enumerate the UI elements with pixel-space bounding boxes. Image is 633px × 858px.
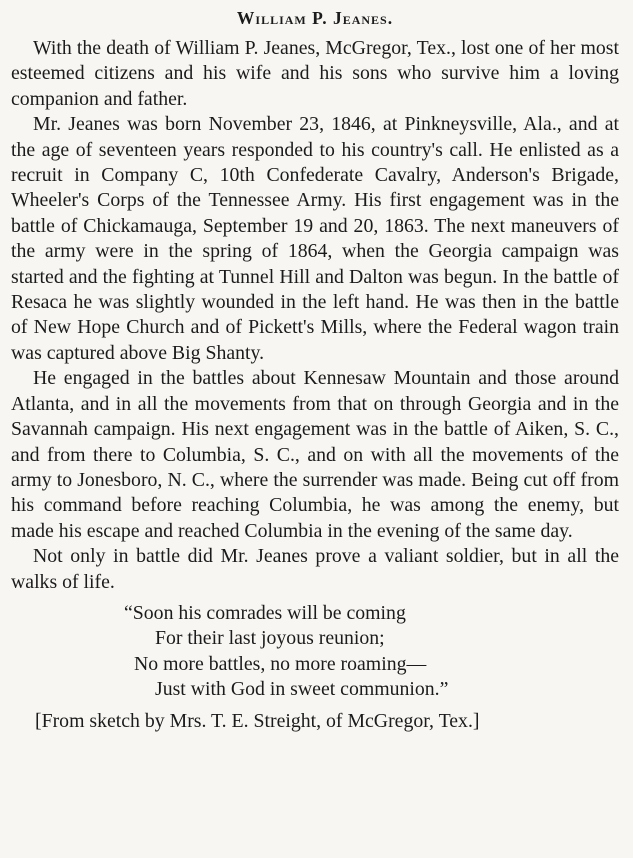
paragraph-later-campaigns: He engaged in the battles about Kennesaw Mountain and those around Atlanta, and in all the movements from that on through Georgia and in the Savannah campaign. His next engagement was in the battle of Aiken, S. C., and from there to Columbia, S. C., and on with all the movements of the army to Jonesboro, N. C., where the surrender was made. Being cut off from his command before reaching Columbia, he was among the enemy, but made his escape and reached Columbia in the evening of the same day. [11, 367, 619, 542]
paragraph-intro: With the death of William P. Jeanes, McGregor, Tex., lost one of her most esteemed citizens and his wife and his sons who survive him a loving companion and father. [11, 37, 619, 110]
paragraph-character: Not only in battle did Mr. Jeanes prove a valiant soldier, but in all the walks of life. [11, 545, 619, 593]
poem-line: No more battles, no more roaming— [134, 652, 427, 675]
obituary-article [11, 6, 619, 734]
poem-line: “Soon his comrades will be coming [124, 601, 406, 624]
article-title: William P. Jeanes. [236, 8, 394, 28]
paragraph-service-record: Mr. Jeanes was born November 23, 1846, at Pinkneysville, Ala., and at the age of seventeen years responded to his country's call. He enlisted as a recruit in Company C, 10th Confederate Cavalry, Anderson's Brigade, Wheeler's Corps of the Tennessee Army. His first engagement was in the battle of Chickamauga, September 19 and 20, 1863. The next maneuvers of the army were in the spring of 1864, when the Georgia campaign was started and the fighting at Tunnel Hill and Dalton was begun. In the battle of Resaca he was slightly wounded in the left hand. He was then in the battle of New Hope Church and of Pickett's Mills, where the Federal wagon train was captured above Big Shanty. [11, 113, 619, 364]
memorial-poem [11, 601, 619, 703]
poem-line: Just with God in sweet communion.” [155, 678, 449, 701]
poem-line: For their last joyous reunion; [155, 627, 385, 650]
source-attribution: [From sketch by Mrs. T. E. Streight, of McGregor, Tex.] [35, 709, 480, 732]
